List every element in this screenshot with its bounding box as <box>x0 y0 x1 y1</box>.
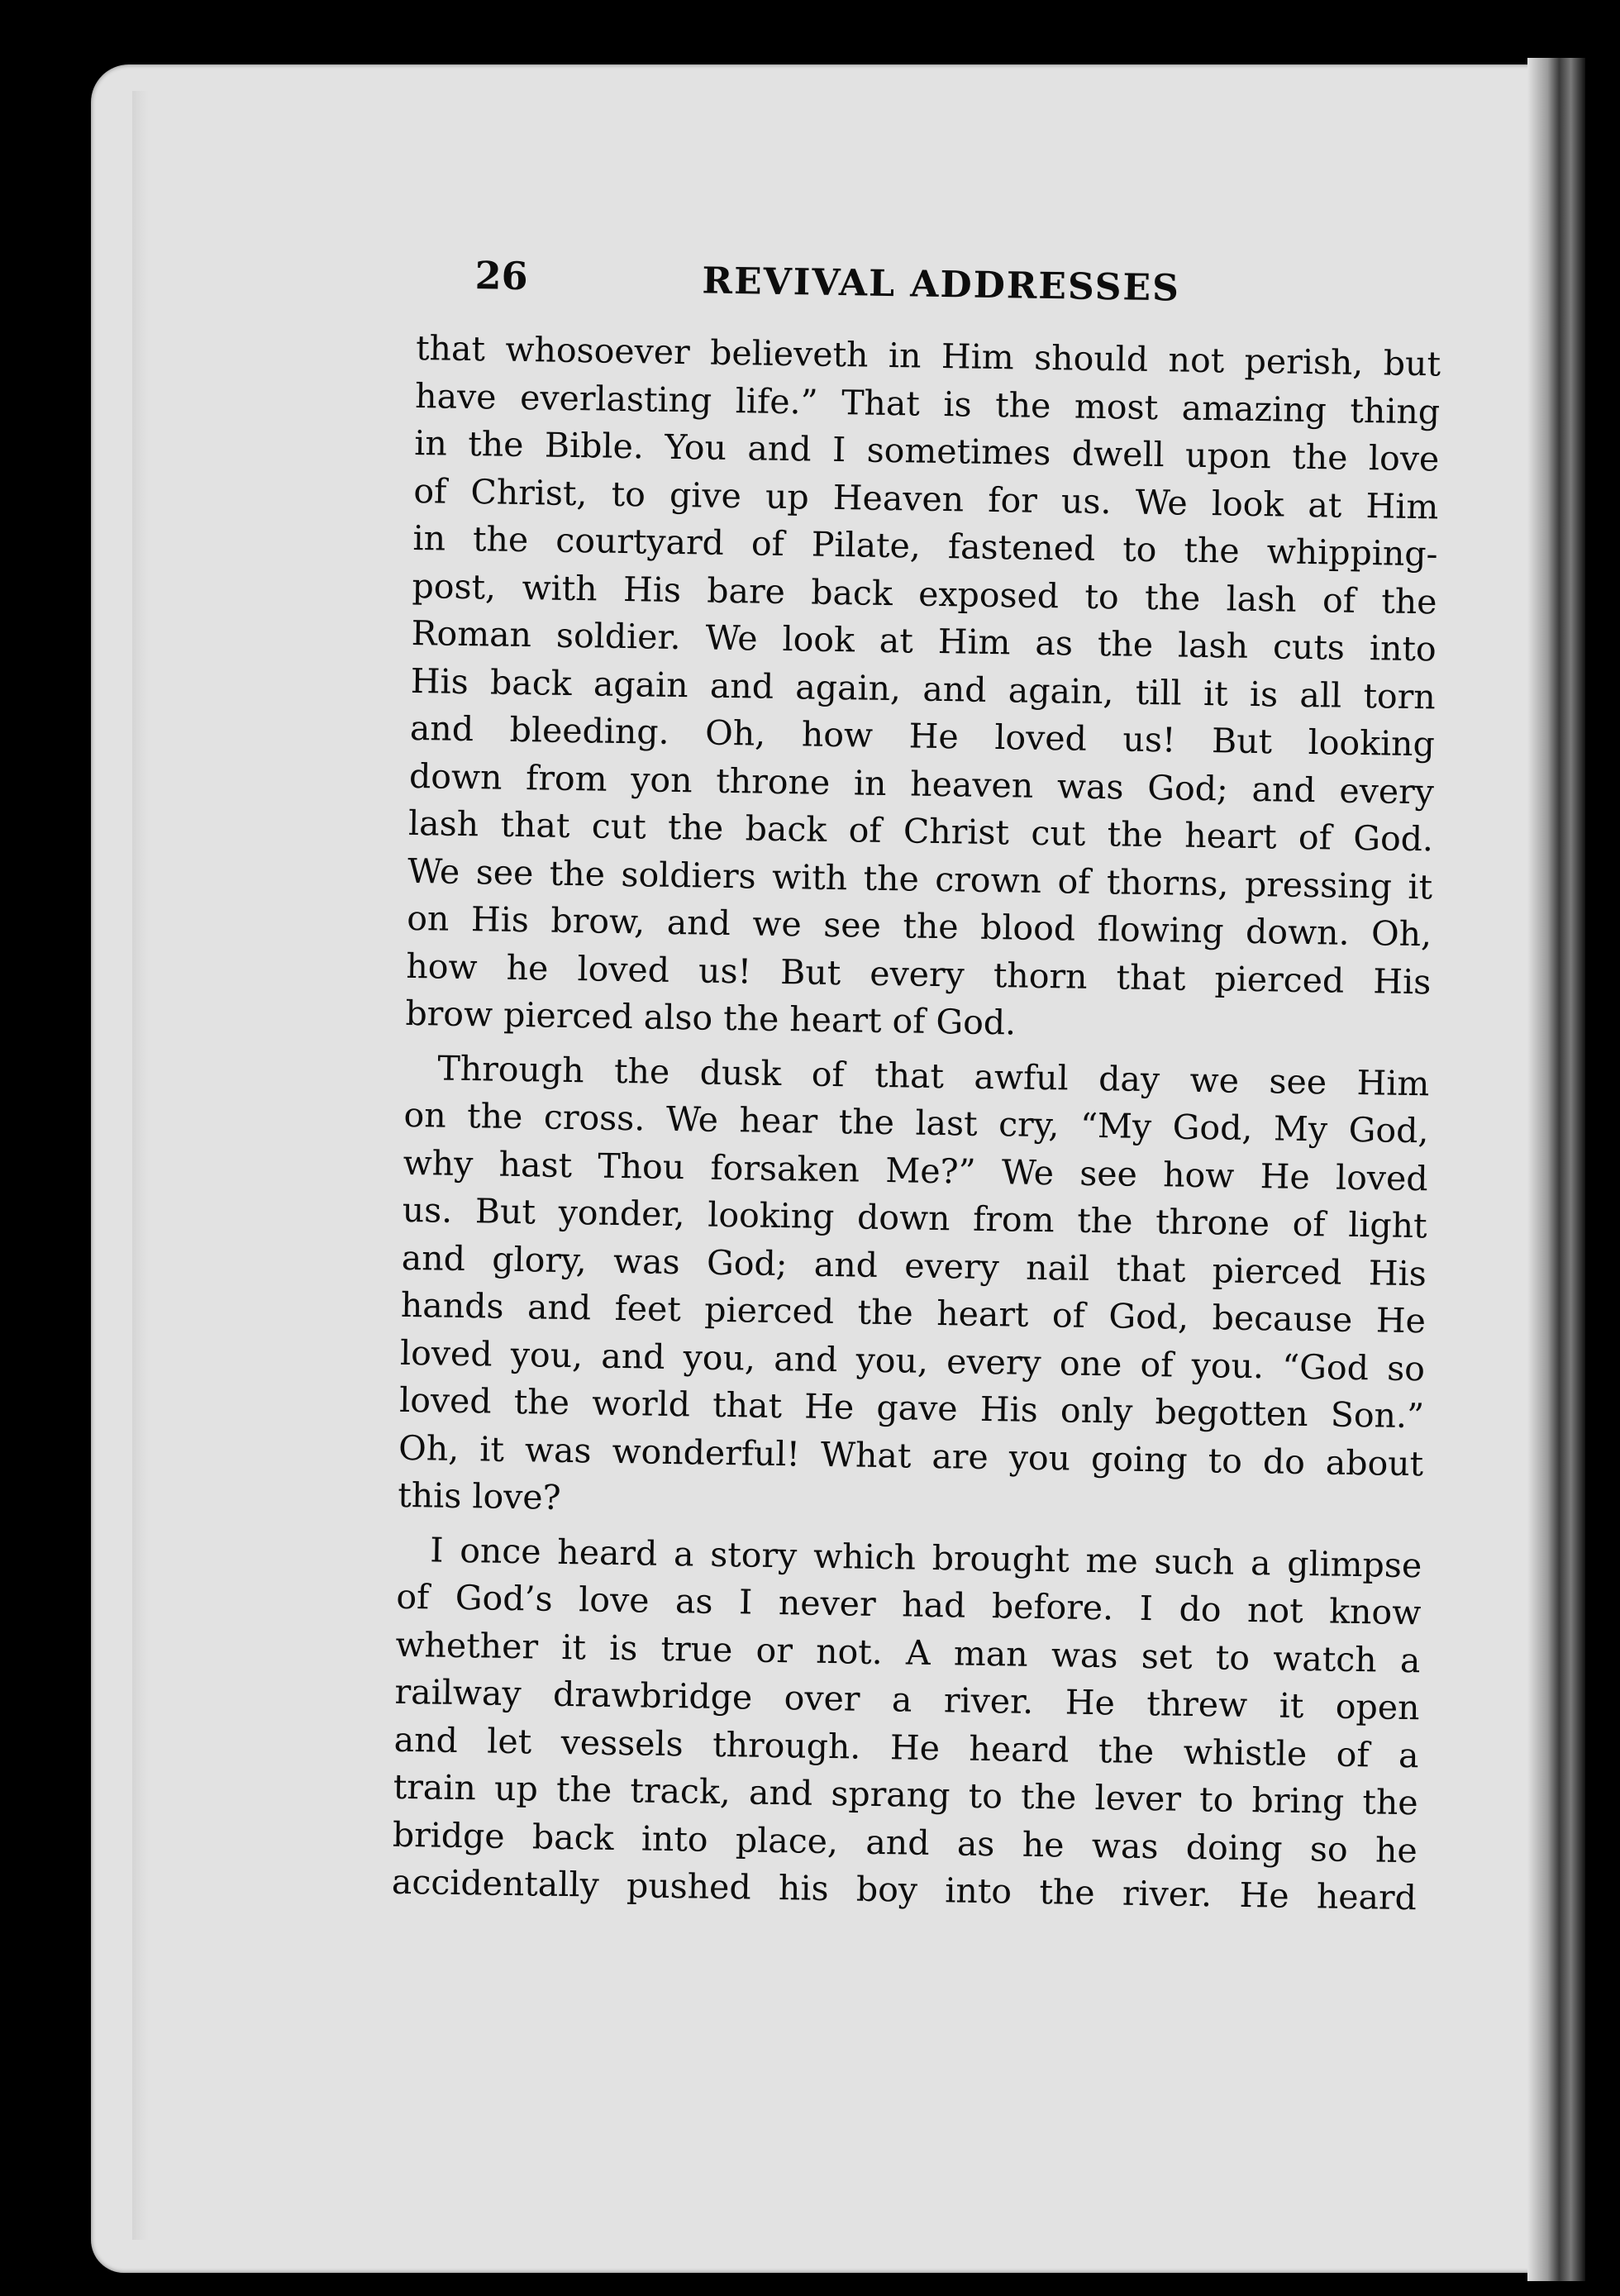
text-line: train up the track, and sprang to the lever to bring the <box>393 1766 1419 1823</box>
text-line: that whosoever believeth in Him should not perish, but <box>415 327 1441 384</box>
paragraph <box>392 1526 1422 1922</box>
text-line: Roman soldier. We look at Him as the lash cuts into <box>411 612 1437 669</box>
text-line: in the courtyard of Pilate, fastened to the whipping- <box>412 517 1438 574</box>
text-line: why hast Thou forsaken Me?” We see how He loved <box>403 1142 1428 1198</box>
paragraph <box>398 1044 1430 1535</box>
text-line: I once heard a story which brought me such a glimpse <box>429 1529 1422 1585</box>
page-text-block <box>392 252 1442 1922</box>
text-line: We see the soldiers with the crown of thorns, pressing it <box>407 850 1433 907</box>
text-line: loved you, and you, and you, every one of you. “God so <box>399 1332 1426 1389</box>
text-line: down from yon throne in heaven was God; and every <box>408 755 1435 812</box>
text-line: hands and feet pierced the heart of God, because He <box>400 1284 1427 1341</box>
text-line: and glory, was God; and every nail that pierced His <box>401 1237 1427 1293</box>
text-line: in the Bible. You and I sometimes dwell upon the love <box>413 422 1440 479</box>
text-line: bridge back into place, and as he was doing so he <box>392 1814 1418 1870</box>
text-line: railway drawbridge over a river. He threw it open <box>394 1671 1420 1728</box>
text-line: His back again and again, and again, till it is all torn <box>410 660 1437 717</box>
body-text <box>392 325 1441 1922</box>
text-line: brow pierced also the heart of God. <box>405 993 1017 1043</box>
page-left-edge <box>132 91 149 2240</box>
text-line: whether it is true or not. A man was set to watch a <box>395 1624 1421 1680</box>
text-line: accidentally pushed his boy into the river. He heard <box>391 1861 1418 1918</box>
text-line: how he loved us! But every thorn that pierced His <box>406 946 1432 1002</box>
text-line: loved the world that He gave His only begotten Son.” <box>398 1379 1425 1436</box>
book-spine-shadow <box>1585 0 1620 2296</box>
text-line: and bleeding. Oh, how He loved us! But looking <box>409 707 1436 765</box>
text-line: lash that cut the back of Christ cut the heart of God. <box>407 803 1434 860</box>
text-line: have everlasting life.” That is the most amazing thing <box>414 375 1441 431</box>
text-line: on His brow, and we see the blood flowing down. Oh, <box>406 898 1432 955</box>
text-line: of Christ, to give up Heaven for us. We look at Him <box>413 470 1439 526</box>
text-line: on the cross. We hear the last cry, “My God, My God, <box>403 1094 1429 1151</box>
text-line: and let vessels through. He heard the whistle of a <box>393 1719 1419 1775</box>
text-line: of God’s love as I never had before. I do not know <box>396 1576 1422 1633</box>
page-right-edge <box>1527 58 1585 2281</box>
text-line: us. But yonder, looking down from the throne of light <box>402 1189 1428 1246</box>
text-line: this love? <box>397 1474 562 1517</box>
text-line: post, with His bare back exposed to the lash of the <box>412 565 1437 622</box>
text-line: Oh, it was wonderful! What are you going to do about <box>398 1427 1424 1484</box>
page-number: 26 <box>474 253 528 299</box>
paragraph <box>405 325 1441 1054</box>
running-title: REVIVAL ADDRESSES <box>702 260 1181 310</box>
text-line: Through the dusk of that awful day we see Him <box>437 1048 1430 1103</box>
